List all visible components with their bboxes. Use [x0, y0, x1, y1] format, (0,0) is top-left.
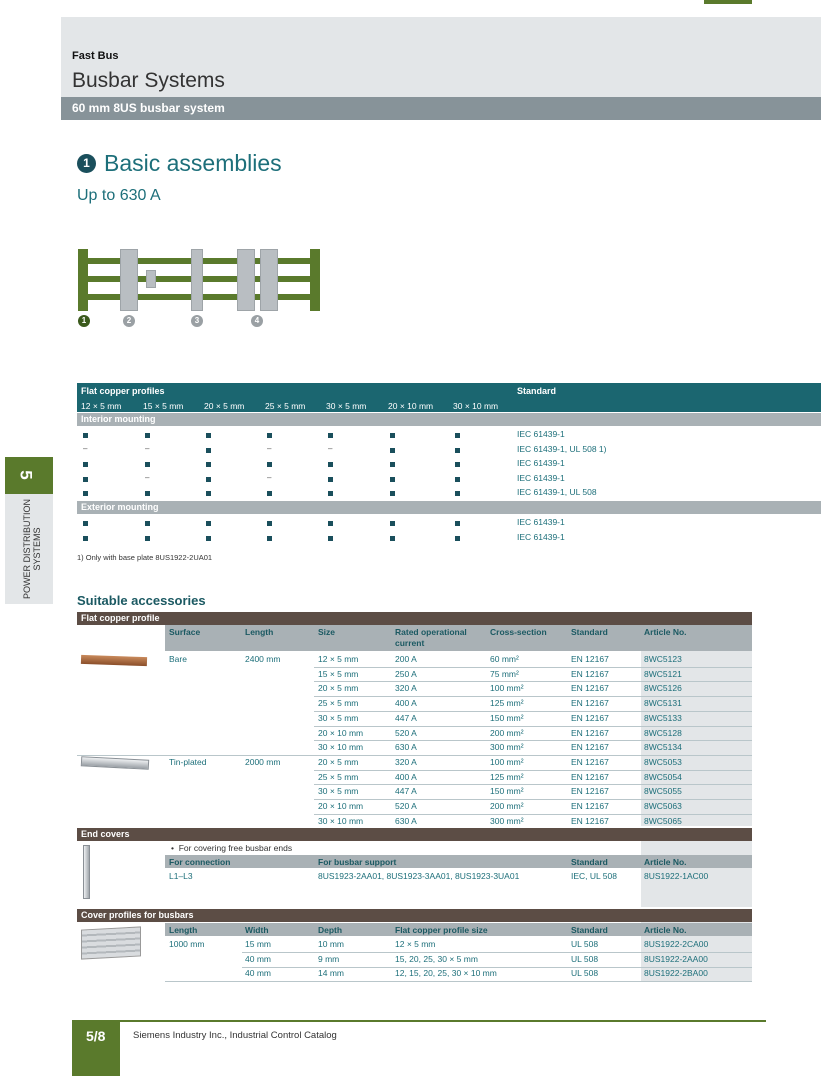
- data-cell: 40 mm: [245, 953, 271, 964]
- chapter-label-box: [5, 494, 53, 604]
- absent-mark: –: [328, 443, 333, 453]
- data-cell: EN 12167: [571, 654, 609, 664]
- present-mark: [145, 536, 150, 541]
- column-header: Standard: [571, 857, 608, 867]
- page-number: 5/8: [86, 1028, 106, 1044]
- data-cell: 125 mm²: [490, 698, 524, 709]
- data-cell: L1–L3: [169, 871, 193, 881]
- data-cell: 60 mm²: [490, 654, 519, 664]
- row-divider: [314, 770, 752, 771]
- end-covers-note-text: For covering free busbar ends: [178, 843, 293, 853]
- data-cell: 10 mm: [318, 939, 344, 949]
- standard-cell: IEC 61439-1: [517, 429, 565, 439]
- standard-cell: IEC 61439-1, UL 508: [517, 487, 597, 497]
- end-covers-table: [77, 828, 752, 908]
- present-mark: [328, 521, 333, 526]
- data-cell: UL 508: [571, 968, 599, 978]
- present-mark: [328, 491, 333, 496]
- top-accent-bar: [704, 0, 752, 4]
- standard-cell: IEC 61439-1: [517, 458, 565, 468]
- data-cell: 15, 20, 25, 30 × 5 mm: [395, 953, 478, 964]
- flat-copper-table: [77, 612, 752, 830]
- data-cell: 40 mm: [245, 968, 271, 978]
- present-mark: [145, 521, 150, 526]
- data-cell: EN 12167: [571, 698, 609, 709]
- standard-cell: IEC 61439-1: [517, 531, 565, 542]
- length-cell: 2400 mm: [245, 654, 281, 664]
- present-mark: [145, 462, 150, 467]
- figure-label-3: 3: [191, 315, 203, 327]
- present-mark: [390, 448, 395, 453]
- data-cell: 320 A: [395, 756, 417, 767]
- end-covers-label: End covers: [77, 828, 752, 841]
- footer-line: [72, 1020, 766, 1022]
- data-cell: 125 mm²: [490, 771, 524, 782]
- present-mark: [455, 536, 460, 541]
- data-cell: 25 × 5 mm: [318, 698, 359, 709]
- present-mark: [328, 433, 333, 438]
- data-cell: 8WC5055: [644, 786, 682, 797]
- length-cell: 2000 mm: [245, 756, 281, 767]
- present-mark: [206, 521, 211, 526]
- section-subtitle: Up to 630 A: [77, 187, 161, 204]
- data-cell: 8WC5065: [644, 815, 682, 826]
- data-cell: 8WC5131: [644, 698, 682, 709]
- present-mark: [455, 462, 460, 467]
- data-cell: 12 × 5 mm: [318, 654, 359, 664]
- column-header: Rated operational current: [395, 627, 467, 648]
- data-cell: 8WC5128: [644, 727, 682, 738]
- row-divider: [77, 755, 752, 756]
- data-cell: 30 × 10 mm: [318, 742, 364, 753]
- size-header: 20 × 5 mm: [204, 401, 245, 411]
- data-cell: 14 mm: [318, 968, 344, 978]
- data-cell: UL 508: [571, 939, 599, 949]
- column-header: Width: [245, 925, 269, 935]
- end-covers-note: [171, 843, 292, 853]
- profiles-standard-header: Standard: [517, 386, 557, 396]
- data-cell: 8WC5123: [644, 654, 682, 664]
- present-mark: [267, 536, 272, 541]
- data-cell: 447 A: [395, 786, 417, 797]
- data-cell: 200 mm²: [490, 801, 524, 811]
- present-mark: [83, 462, 88, 467]
- present-mark: [206, 477, 211, 482]
- row-divider: [314, 814, 752, 815]
- data-cell: 200 mm²: [490, 727, 524, 738]
- data-cell: 400 A: [395, 698, 417, 709]
- data-cell: IEC, UL 508: [571, 871, 617, 881]
- figure-label-1: 1: [78, 315, 90, 327]
- present-mark: [267, 521, 272, 526]
- data-cell: 20 × 10 mm: [318, 727, 364, 738]
- present-mark: [267, 491, 272, 496]
- data-cell: EN 12167: [571, 801, 609, 811]
- data-cell: EN 12167: [571, 683, 609, 694]
- data-cell: 12, 15, 20, 25, 30 × 10 mm: [395, 968, 497, 978]
- row-divider: [314, 784, 752, 785]
- column-header: For busbar support: [318, 857, 397, 867]
- row-divider: [314, 799, 752, 800]
- data-cell: 30 × 10 mm: [318, 815, 364, 826]
- size-header: 20 × 10 mm: [388, 401, 434, 411]
- present-mark: [145, 491, 150, 496]
- end-cover-image: [83, 845, 90, 899]
- present-mark: [206, 536, 211, 541]
- data-cell: 100 mm²: [490, 756, 524, 767]
- data-cell: 320 A: [395, 683, 417, 694]
- present-mark: [455, 521, 460, 526]
- data-cell: 8WC5053: [644, 756, 682, 767]
- data-cell: 8WC5126: [644, 683, 682, 694]
- present-mark: [390, 536, 395, 541]
- data-cell: 300 mm²: [490, 742, 524, 753]
- present-mark: [145, 433, 150, 438]
- assembly-diagram: [77, 246, 322, 326]
- header-title: Busbar Systems: [72, 69, 225, 92]
- column-header: For connection: [169, 857, 231, 867]
- size-header: 30 × 10 mm: [453, 401, 499, 411]
- data-cell: 630 A: [395, 742, 417, 753]
- column-header: Article No.: [644, 627, 687, 637]
- cover-profiles-label: Cover profiles for busbars: [77, 909, 752, 922]
- data-cell: 20 × 10 mm: [318, 801, 364, 811]
- present-mark: [83, 491, 88, 496]
- cover-profile-image: [81, 926, 141, 959]
- column-header: Cross-section: [490, 627, 547, 637]
- column-header: Article No.: [644, 925, 687, 935]
- present-mark: [206, 448, 211, 453]
- figure-label-4: 4: [251, 315, 263, 327]
- profiles-table: [77, 383, 821, 548]
- absent-mark: –: [267, 443, 272, 453]
- column-header: Surface: [169, 627, 201, 637]
- size-header: 30 × 5 mm: [326, 401, 367, 411]
- header-series: Fast Bus: [72, 50, 119, 62]
- data-cell: 8WC5134: [644, 742, 682, 753]
- absent-mark: –: [267, 472, 272, 482]
- column-header: Depth: [318, 925, 343, 935]
- chapter-tab[interactable]: [5, 457, 53, 494]
- footer-text: Siemens Industry Inc., Industrial Control Catalog: [133, 1030, 337, 1041]
- data-cell: 1000 mm: [169, 939, 205, 949]
- data-cell: 25 × 5 mm: [318, 771, 359, 782]
- row-divider: [314, 681, 752, 682]
- data-cell: 520 A: [395, 727, 417, 738]
- data-cell: EN 12167: [571, 756, 609, 767]
- present-mark: [390, 433, 395, 438]
- data-cell: 15 × 5 mm: [318, 668, 359, 679]
- cover-profiles-table: [77, 909, 752, 984]
- data-cell: 8US1922-2AA00: [644, 953, 708, 964]
- data-cell: 100 mm²: [490, 683, 524, 694]
- present-mark: [390, 491, 395, 496]
- data-cell: 8US1923-2AA01, 8US1923-3AA01, 8US1923-3UA01: [318, 871, 520, 881]
- data-cell: EN 12167: [571, 771, 609, 782]
- present-mark: [390, 462, 395, 467]
- column-header: Length: [245, 627, 274, 637]
- present-mark: [83, 521, 88, 526]
- data-cell: 300 mm²: [490, 815, 524, 826]
- column-header: Article No.: [644, 857, 687, 867]
- present-mark: [328, 536, 333, 541]
- data-cell: 20 × 5 mm: [318, 683, 359, 694]
- data-cell: 8WC5054: [644, 771, 682, 782]
- data-cell: EN 12167: [571, 786, 609, 797]
- data-cell: 30 × 5 mm: [318, 712, 359, 723]
- column-header: Size: [318, 627, 336, 637]
- data-cell: 250 A: [395, 668, 417, 679]
- row-divider: [165, 981, 752, 982]
- standard-cell: IEC 61439-1: [517, 517, 565, 527]
- surface-cell: Tin-plated: [169, 756, 207, 767]
- present-mark: [455, 477, 460, 482]
- exterior-label: Exterior mounting: [81, 502, 159, 512]
- data-cell: 20 × 5 mm: [318, 756, 359, 767]
- size-header: 12 × 5 mm: [81, 401, 122, 411]
- data-cell: 400 A: [395, 771, 417, 782]
- data-cell: 8WC5121: [644, 668, 682, 679]
- data-cell: 15 mm: [245, 939, 271, 949]
- present-mark: [83, 536, 88, 541]
- section-badge: 1: [77, 154, 96, 173]
- data-cell: EN 12167: [571, 815, 609, 826]
- column-header: Standard: [571, 925, 608, 935]
- profiles-header: Flat copper profiles: [81, 386, 165, 396]
- row-divider: [314, 696, 752, 697]
- bullet: •: [171, 843, 179, 853]
- absent-mark: –: [145, 472, 150, 482]
- present-mark: [455, 448, 460, 453]
- row-divider: [314, 667, 752, 668]
- standard-cell: IEC 61439-1: [517, 472, 565, 483]
- data-cell: 520 A: [395, 801, 417, 811]
- present-mark: [83, 477, 88, 482]
- present-mark: [390, 521, 395, 526]
- column-header: Flat copper profile size: [395, 925, 488, 935]
- flat-copper-label: Flat copper profile: [77, 612, 752, 625]
- data-cell: 30 × 5 mm: [318, 786, 359, 797]
- data-cell: 75 mm²: [490, 668, 519, 679]
- present-mark: [83, 433, 88, 438]
- data-cell: UL 508: [571, 953, 599, 964]
- standard-cell: IEC 61439-1, UL 508 1): [517, 443, 607, 454]
- accessories-title: Suitable accessories: [77, 593, 206, 608]
- data-cell: EN 12167: [571, 742, 609, 753]
- data-cell: 8WC5133: [644, 712, 682, 723]
- interior-label: Interior mounting: [81, 414, 156, 424]
- copper-tin-image: [81, 756, 149, 770]
- present-mark: [328, 477, 333, 482]
- section-title: Basic assemblies: [104, 150, 282, 176]
- size-header: 15 × 5 mm: [143, 401, 184, 411]
- data-cell: 8US1922-1AC00: [644, 871, 709, 881]
- present-mark: [206, 491, 211, 496]
- page-number-box: [72, 1020, 120, 1076]
- row-divider: [314, 711, 752, 712]
- header-subtitle: 60 mm 8US busbar system: [61, 97, 821, 120]
- present-mark: [455, 491, 460, 496]
- data-cell: 8WC5063: [644, 801, 682, 811]
- data-cell: 200 A: [395, 654, 417, 664]
- data-cell: EN 12167: [571, 712, 609, 723]
- present-mark: [267, 462, 272, 467]
- present-mark: [206, 462, 211, 467]
- present-mark: [455, 433, 460, 438]
- data-cell: 8US1922-2BA00: [644, 968, 708, 978]
- data-cell: 8US1922-2CA00: [644, 939, 709, 949]
- surface-cell: Bare: [169, 654, 187, 664]
- data-cell: 150 mm²: [490, 786, 524, 797]
- column-header: Standard: [571, 627, 608, 637]
- absent-mark: –: [145, 443, 150, 453]
- data-cell: EN 12167: [571, 727, 609, 738]
- size-header: 25 × 5 mm: [265, 401, 306, 411]
- chapter-label: POWER DISTRIBUTION SYSTEMS: [22, 499, 42, 600]
- absent-mark: –: [83, 443, 88, 453]
- present-mark: [267, 433, 272, 438]
- footnote: 1) Only with base plate 8US1922-2UA01: [77, 553, 213, 562]
- data-cell: 630 A: [395, 815, 417, 826]
- data-cell: 150 mm²: [490, 712, 524, 723]
- data-cell: 447 A: [395, 712, 417, 723]
- present-mark: [206, 433, 211, 438]
- data-cell: 12 × 5 mm: [395, 939, 436, 949]
- column-header: Length: [169, 925, 198, 935]
- figure-label-2: 2: [123, 315, 135, 327]
- present-mark: [390, 477, 395, 482]
- data-cell: EN 12167: [571, 668, 609, 679]
- present-mark: [328, 462, 333, 467]
- data-cell: 9 mm: [318, 953, 340, 964]
- copper-bare-image: [81, 655, 147, 666]
- row-divider: [314, 740, 752, 741]
- chapter-number: 5: [16, 470, 36, 480]
- row-divider: [314, 726, 752, 727]
